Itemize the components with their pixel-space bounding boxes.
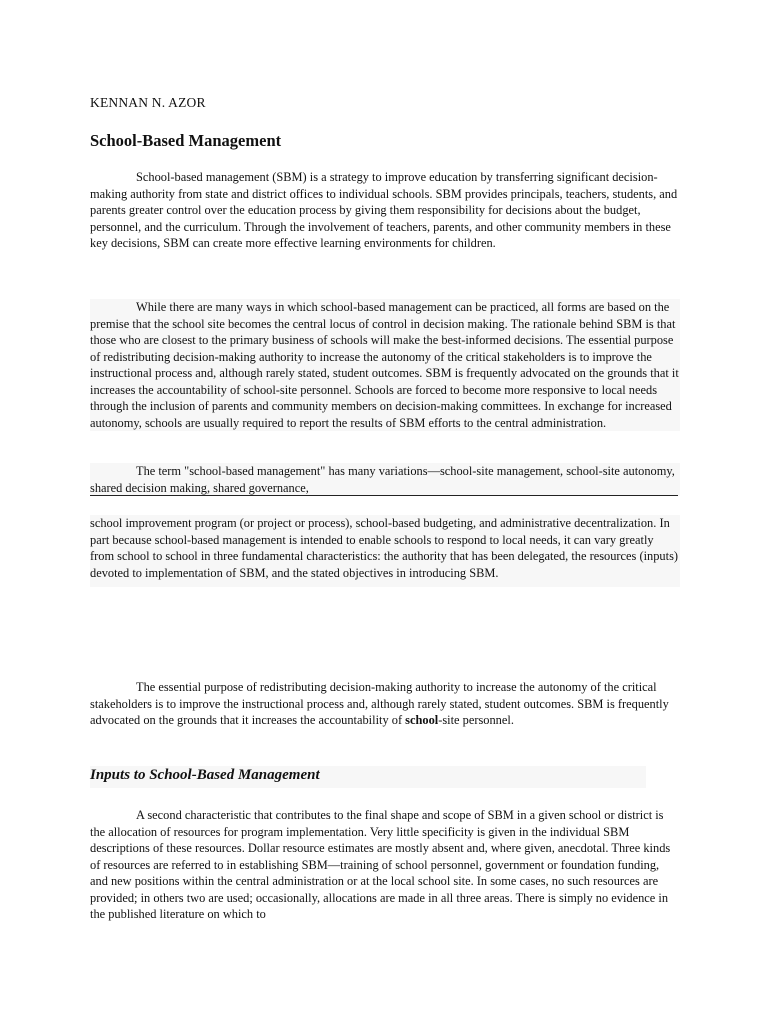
paragraph-essential-purpose-text: The essential purpose of redistributing decision-making authority to increase the autonomy of the critical stakeholders is to improve the instructional process and, although rarely stated, student outcomes. SBM is frequently advocated on the grounds that it increases the accountability of bbox=[90, 680, 669, 727]
horizontal-rule bbox=[90, 495, 678, 496]
paragraph-term-variations: The term "school-based management" has many variations—school-site management, school-site autonomy, shared decision making, shared governance, bbox=[90, 463, 680, 496]
paragraph-variations-continued: school improvement program (or project or process), school-based budgeting, and administrative decentralization. In part because school-based management is intended to enable schools to respond to local needs, it can vary greatly from school to school in three fundamental characteristics: the authority that has been delegated, the resources (inputs) devoted to implementation of SBM, and the stated objectives in introducing SBM. bbox=[90, 515, 680, 587]
paragraph-premise: While there are many ways in which school-based management can be practiced, all forms are based on the premise that the school site becomes the central locus of control in decision making. The rationale behind SBM is that those who are closest to the primary business of schools will make the best-informed decisions. The essential purpose of redistributing decision-making authority to increase the autonomy of the critical stakeholders is to improve the instructional process and, although rarely stated, student outcomes. SBM is frequently advocated on the grounds that it increases the accountability of school-site personnel. Schools are forced to become more responsive to local needs through the inclusion of parents and community members on decision-making committees. In exchange for increased autonomy, schools are usually required to report the results of SBM efforts to the central administration. bbox=[90, 300, 679, 430]
section-heading-inputs: Inputs to School-Based Management bbox=[90, 767, 320, 783]
paragraph-resources: A second characteristic that contributes to the final shape and scope of SBM in a given school or district is the allocation of resources for program implementation. Very little specificity is given in the individual SBM descriptions of these resources. Dollar resource estimates are mostly absent and, where given, anecdotal. Three kinds of resources are referred to in establishing SBM—training of school personnel, government or foundation funding, and new positions within the central administration or at the local school site. In some cases, no such resources are provided; in others two are used; occasionally, allocations are made in all three areas. There is simply no evidence in the published literature on which to bbox=[90, 808, 671, 921]
paragraph-essential-purpose-tail: -site personnel. bbox=[438, 713, 514, 727]
document-title: School-Based Management bbox=[90, 131, 282, 150]
author-name: KENNAN N. AZOR bbox=[90, 95, 206, 110]
paragraph-essential-purpose bbox=[90, 679, 680, 729]
paragraph-intro: School-based management (SBM) is a strategy to improve education by transferring significant decision-making authority from state and district offices to individual schools. SBM provides principals, teachers, students, and parents greater control over the education process by giving them responsibility for decisions about the budget, personnel, and the curriculum. Through the involvement of teachers, parents, and other community members in these key decisions, SBM can create more effective learning environments for children. bbox=[90, 170, 678, 250]
bold-word-school: school bbox=[405, 713, 439, 727]
